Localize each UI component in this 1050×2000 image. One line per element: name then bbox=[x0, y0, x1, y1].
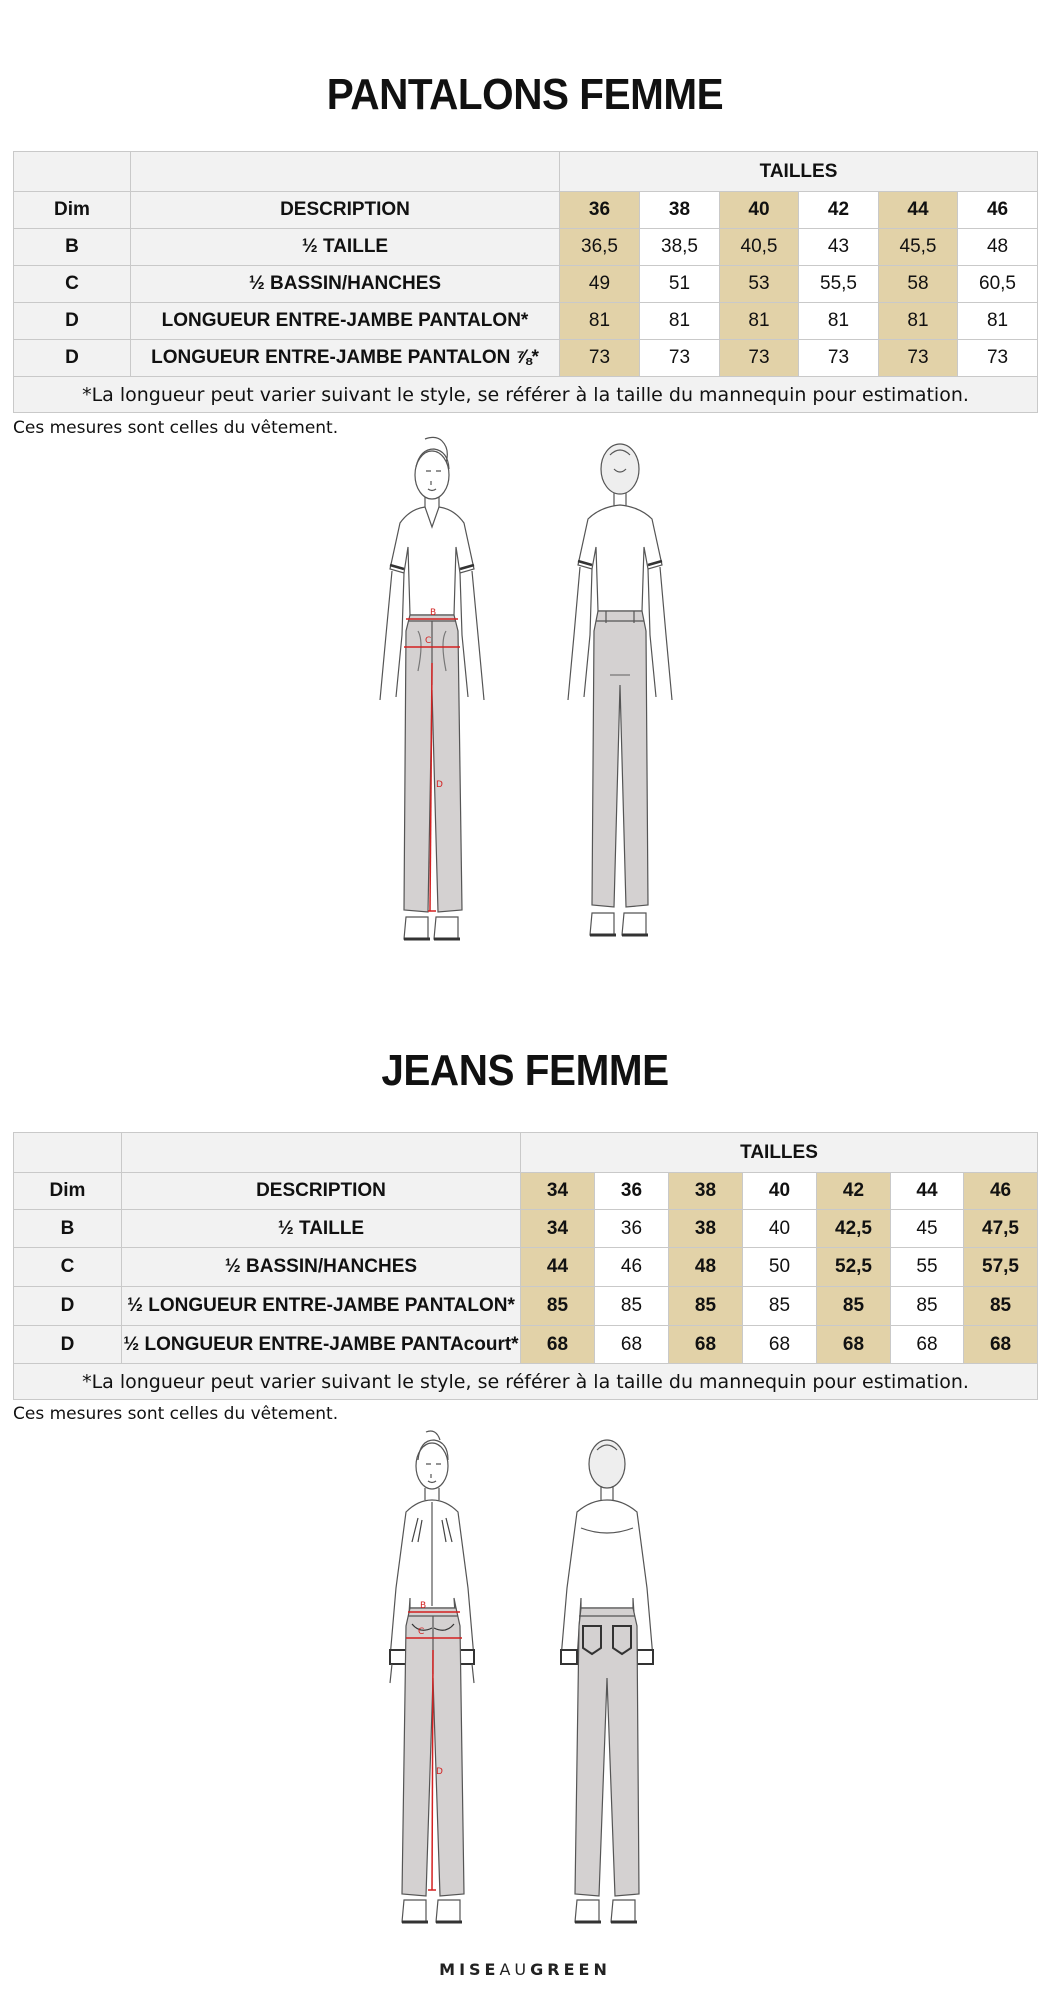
size-header: 46 bbox=[958, 192, 1038, 229]
value-cell: 47,5 bbox=[964, 1210, 1038, 1248]
value-cell: 51 bbox=[640, 266, 720, 303]
table-row bbox=[14, 1210, 1038, 1248]
logo-part: GREEN bbox=[530, 1960, 611, 1979]
value-cell: 81 bbox=[799, 303, 879, 340]
table-corner-cell bbox=[122, 1133, 521, 1173]
jeans-front-figure bbox=[370, 1428, 540, 1933]
mark-b: B bbox=[420, 1601, 427, 1611]
description-cell: LONGUEUR ENTRE-JAMBE PANTALON ⅞* bbox=[131, 340, 560, 377]
value-cell: 57,5 bbox=[964, 1248, 1038, 1287]
value-cell: 81 bbox=[958, 303, 1038, 340]
value-cell: 85 bbox=[595, 1287, 669, 1326]
pantalons-title: PANTALONS FEMME bbox=[326, 70, 724, 119]
table-corner-cell bbox=[14, 1133, 122, 1173]
jeans-size-table bbox=[13, 1132, 1038, 1400]
value-cell: 73 bbox=[879, 340, 958, 377]
description-header: DESCRIPTION bbox=[122, 1173, 521, 1210]
value-cell: 36 bbox=[595, 1210, 669, 1248]
table-row bbox=[14, 1326, 1038, 1364]
size-header: 44 bbox=[879, 192, 958, 229]
value-cell: 81 bbox=[560, 303, 640, 340]
dim-cell: D bbox=[14, 1326, 122, 1364]
description-header: DESCRIPTION bbox=[131, 192, 560, 229]
table-corner-cell bbox=[14, 152, 131, 192]
value-cell: 50 bbox=[743, 1248, 817, 1287]
value-cell: 49 bbox=[560, 266, 640, 303]
dim-cell: B bbox=[14, 229, 131, 266]
value-cell: 68 bbox=[743, 1326, 817, 1364]
mark-c: C bbox=[425, 636, 432, 646]
jeans-title: JEANS FEMME bbox=[381, 1046, 669, 1095]
size-header: 38 bbox=[669, 1173, 743, 1210]
value-cell: 85 bbox=[817, 1287, 891, 1326]
dim-cell: C bbox=[14, 266, 131, 303]
brand-logo bbox=[0, 1960, 1050, 1979]
value-cell: 73 bbox=[958, 340, 1038, 377]
value-cell: 38,5 bbox=[640, 229, 720, 266]
size-header: 46 bbox=[964, 1173, 1038, 1210]
value-cell: 36,5 bbox=[560, 229, 640, 266]
value-cell: 73 bbox=[799, 340, 879, 377]
description-cell: ½ TAILLE bbox=[122, 1210, 521, 1248]
table-row bbox=[14, 1248, 1038, 1287]
tailles-header: TAILLES bbox=[521, 1133, 1038, 1173]
size-header: 34 bbox=[521, 1173, 595, 1210]
logo-part: AU bbox=[499, 1960, 531, 1979]
value-cell: 73 bbox=[560, 340, 640, 377]
logo-part: MISE bbox=[439, 1960, 500, 1979]
value-cell: 38 bbox=[669, 1210, 743, 1248]
footnote: *La longueur peut varier suivant le style, se référer à la taille du mannequin pour estimation. bbox=[14, 1364, 1038, 1400]
value-cell: 85 bbox=[521, 1287, 595, 1326]
value-cell: 48 bbox=[958, 229, 1038, 266]
value-cell: 60,5 bbox=[958, 266, 1038, 303]
value-cell: 45,5 bbox=[879, 229, 958, 266]
value-cell: 53 bbox=[720, 266, 799, 303]
value-cell: 45 bbox=[891, 1210, 964, 1248]
dim-cell: D bbox=[14, 340, 131, 377]
mark-b: B bbox=[430, 608, 437, 618]
value-cell: 55,5 bbox=[799, 266, 879, 303]
description-cell: ½ LONGUEUR ENTRE-JAMBE PANTALON* bbox=[122, 1287, 521, 1326]
value-cell: 58 bbox=[879, 266, 958, 303]
dim-header: Dim bbox=[14, 192, 131, 229]
value-cell: 43 bbox=[799, 229, 879, 266]
description-cell: ½ LONGUEUR ENTRE-JAMBE PANTAcourt* bbox=[122, 1326, 521, 1364]
description-cell: ½ BASSIN/HANCHES bbox=[122, 1248, 521, 1287]
dim-cell: B bbox=[14, 1210, 122, 1248]
size-header: 40 bbox=[720, 192, 799, 229]
description-cell: ½ BASSIN/HANCHES bbox=[131, 266, 560, 303]
table-row bbox=[14, 340, 1038, 377]
value-cell: 34 bbox=[521, 1210, 595, 1248]
size-header: 38 bbox=[640, 192, 720, 229]
value-cell: 85 bbox=[964, 1287, 1038, 1326]
size-header: 42 bbox=[799, 192, 879, 229]
value-cell: 55 bbox=[891, 1248, 964, 1287]
dim-cell: C bbox=[14, 1248, 122, 1287]
value-cell: 48 bbox=[669, 1248, 743, 1287]
value-cell: 85 bbox=[669, 1287, 743, 1326]
pantalons-size-table bbox=[13, 151, 1038, 413]
size-header: 44 bbox=[891, 1173, 964, 1210]
dim-cell: D bbox=[14, 1287, 122, 1326]
jeans-back-figure bbox=[535, 1428, 685, 1933]
description-cell: ½ TAILLE bbox=[131, 229, 560, 266]
value-cell: 85 bbox=[891, 1287, 964, 1326]
value-cell: 40,5 bbox=[720, 229, 799, 266]
table-row bbox=[14, 266, 1038, 303]
value-cell: 46 bbox=[595, 1248, 669, 1287]
value-cell: 68 bbox=[669, 1326, 743, 1364]
value-cell: 68 bbox=[817, 1326, 891, 1364]
mark-d: D bbox=[436, 1767, 443, 1777]
table-corner-cell bbox=[131, 152, 560, 192]
pantalons-front-figure bbox=[350, 435, 530, 965]
size-header: 42 bbox=[817, 1173, 891, 1210]
table-row bbox=[14, 229, 1038, 266]
footnote: *La longueur peut varier suivant le style, se référer à la taille du mannequin pour estimation. bbox=[14, 377, 1038, 413]
value-cell: 68 bbox=[521, 1326, 595, 1364]
value-cell: 42,5 bbox=[817, 1210, 891, 1248]
value-cell: 44 bbox=[521, 1248, 595, 1287]
dim-header: Dim bbox=[14, 1173, 122, 1210]
value-cell: 40 bbox=[743, 1210, 817, 1248]
value-cell: 52,5 bbox=[817, 1248, 891, 1287]
value-cell: 81 bbox=[879, 303, 958, 340]
dim-cell: D bbox=[14, 303, 131, 340]
table-row bbox=[14, 1287, 1038, 1326]
value-cell: 73 bbox=[640, 340, 720, 377]
description-cell: LONGUEUR ENTRE-JAMBE PANTALON* bbox=[131, 303, 560, 340]
value-cell: 68 bbox=[964, 1326, 1038, 1364]
mark-c: C bbox=[418, 1627, 425, 1637]
size-header: 40 bbox=[743, 1173, 817, 1210]
tailles-header: TAILLES bbox=[560, 152, 1038, 192]
value-cell: 68 bbox=[891, 1326, 964, 1364]
value-cell: 68 bbox=[595, 1326, 669, 1364]
size-header: 36 bbox=[560, 192, 640, 229]
value-cell: 85 bbox=[743, 1287, 817, 1326]
measures-note: Ces mesures sont celles du vêtement. bbox=[13, 418, 339, 438]
measures-note: Ces mesures sont celles du vêtement. bbox=[13, 1404, 339, 1424]
value-cell: 73 bbox=[720, 340, 799, 377]
table-row bbox=[14, 303, 1038, 340]
value-cell: 81 bbox=[640, 303, 720, 340]
mark-d: D bbox=[436, 780, 443, 790]
size-header: 36 bbox=[595, 1173, 669, 1210]
value-cell: 81 bbox=[720, 303, 799, 340]
pantalons-back-figure bbox=[530, 435, 710, 965]
